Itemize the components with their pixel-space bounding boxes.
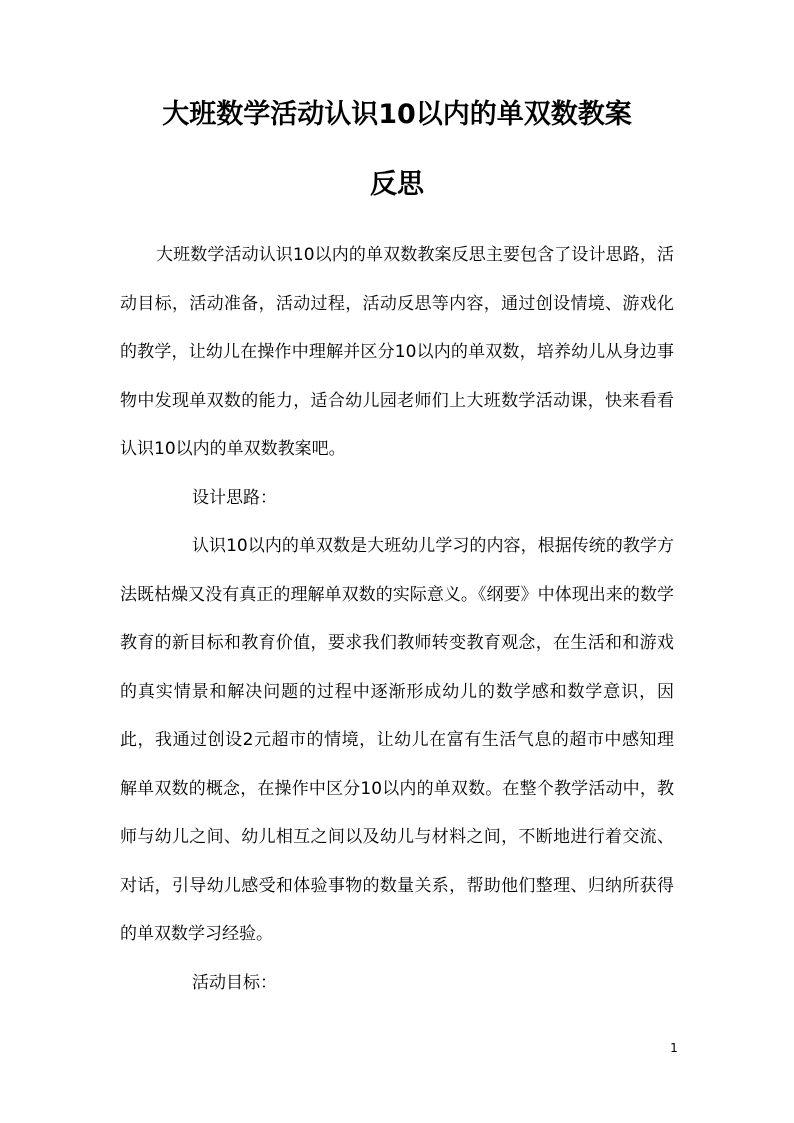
document-title-line-1: 大班数学活动认识10以内的单双数教案	[162, 99, 632, 130]
page-number: 1	[670, 1041, 678, 1055]
intro-paragraph: 大班数学活动认识10以内的单双数教案反思主要包含了设计思路，活动目标，活动准备，活动过程，活动反思等内容，通过创设情境、游戏化的教学，让幼儿在操作中理解并区分10以内的单双数，培养幼儿从身边事物中发现单双数的能力，适合幼儿园老师们上大班数学活动课，快来看看认识10以内的单双数教案吧。	[120, 245, 674, 459]
section-heading-design-ideas: 设计思路：	[192, 488, 277, 508]
document-title-line-2: 反思	[370, 169, 424, 200]
section-heading-activity-goals: 活动目标：	[192, 973, 277, 993]
design-ideas-paragraph: 认识10以内的单双数是大班幼儿学习的内容，根据传统的教学方法既枯燥又没有真正的理解单双数的实际意义。《纲要》中体现出来的数学教育的新目标和教育价值，要求我们教师转变教育观念，在生活和和游戏的真实情景和解决问题的过程中逐渐形成幼儿的数学感和数学意识，因此，我通过创设2元超市的情境，让幼儿在富有生活气息的超市中感知理解单双数的概念，在操作中区分10以内的单双数。在整个教学活动中，教师与幼儿之间、幼儿相互之间以及幼儿与材料之间，不断地进行着交流、对话，引导幼儿感受和体验事物的数量关系，帮助他们整理、归纳所获得的单双数学习经验。	[120, 536, 674, 944]
